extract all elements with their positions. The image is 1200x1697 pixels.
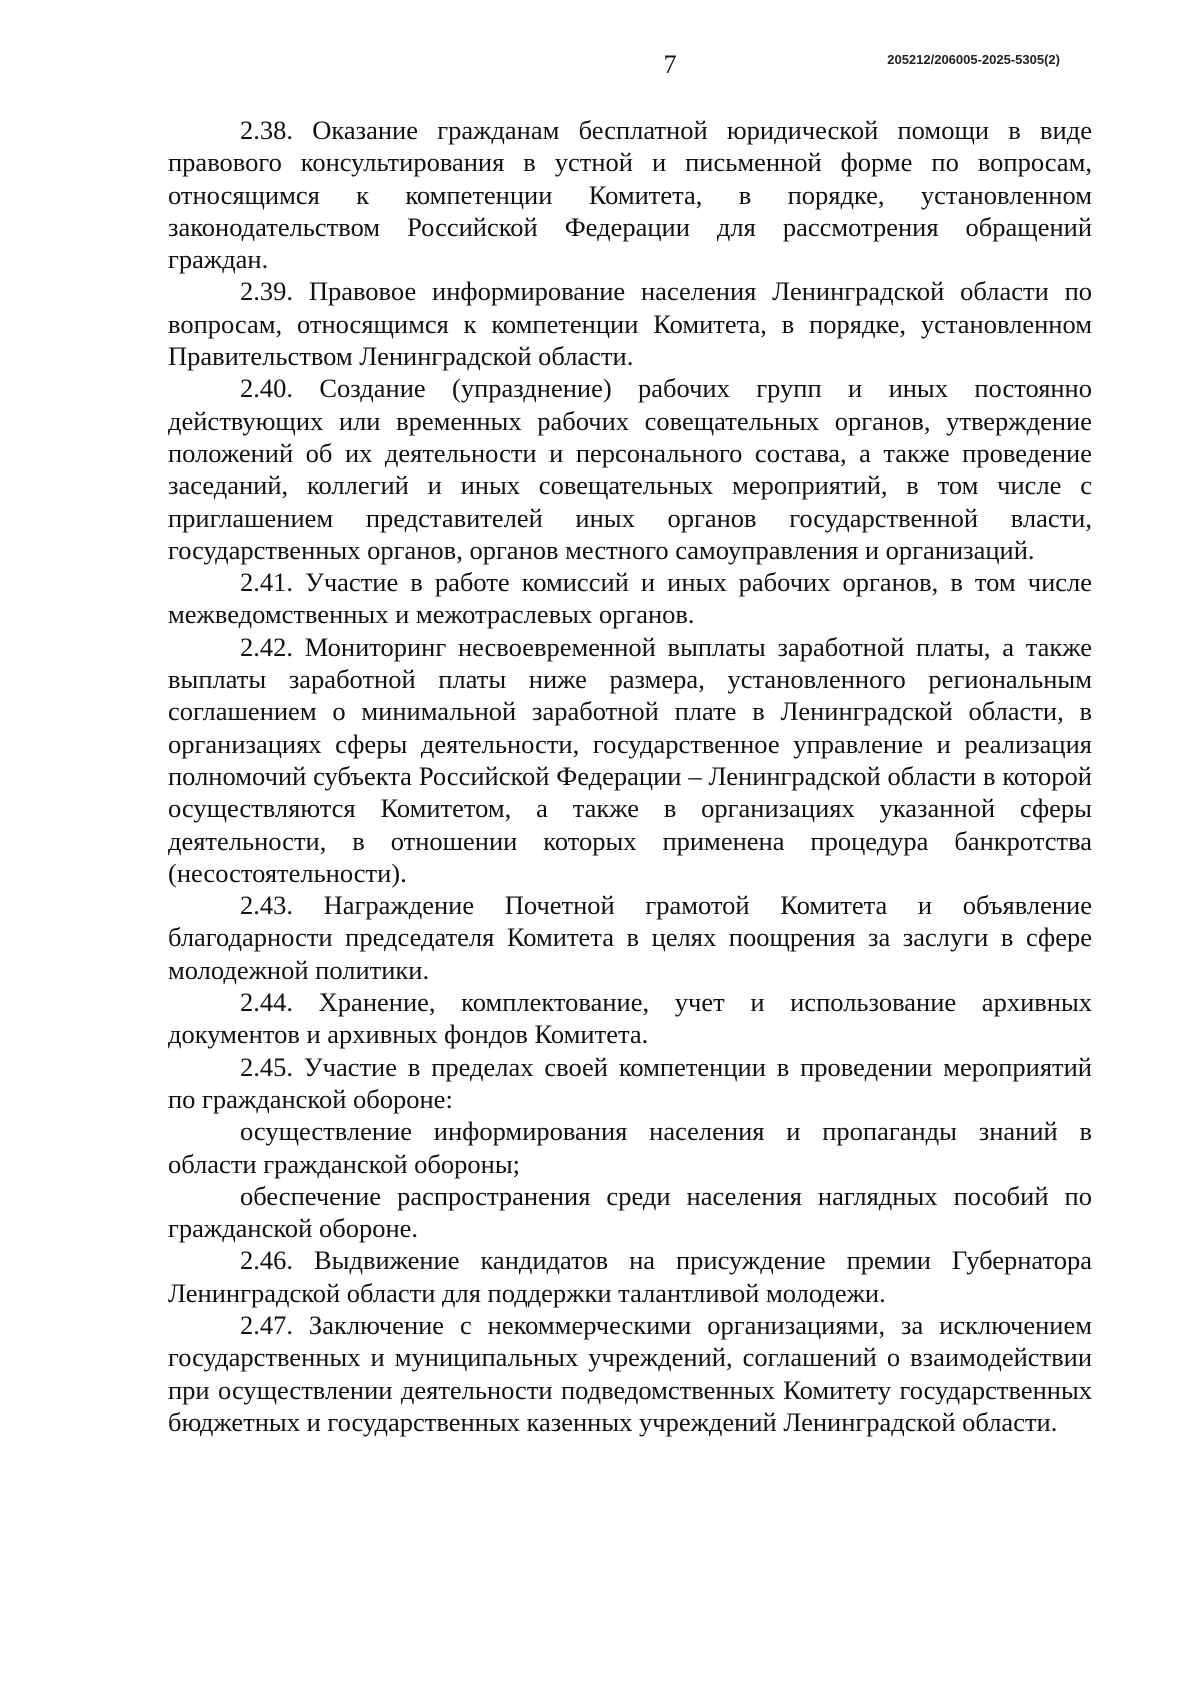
paragraph-2-41: 2.41. Участие в работе комиссий и иных рабочих органов, в том числе межведомственных и межотраслевых органов. — [168, 567, 1092, 630]
paragraph-2-45-item-2: обеспечение распространения среди населения наглядных пособий по гражданской обороне. — [168, 1180, 1092, 1244]
paragraph-2-42: 2.42. Мониторинг несвоевременной выплаты заработной платы, а также выплаты заработной платы ниже размера, установленного региональным соглашением о минимальной заработной плате в Ленинградской области, в организациях сферы деятельности, государственное управление и реализация полномочий субъекта Российской Федерации – Ленинградской области в которой осуществляются Комитетом, а также в организациях указанной сферы деятельности, в отношении которых применена процедура банкротства (несостоятельности). — [168, 631, 1092, 888]
paragraph-2-43: 2.43. Награждение Почетной грамотой Комитета и объявление благодарности председателя Комитета в целях поощрения за заслуги в сфере молодежной политики. — [168, 890, 1092, 985]
paragraph-2-40: 2.40. Создание (упразднение) рабочих групп и иных постоянно действующих или временных рабочих совещательных органов, утверждение положений об их деятельности и персонального состава, а также проведение заседаний, коллегий и иных совещательных мероприятий, в том числе с приглашением представителей иных органов государственной власти, государственных органов, органов местного самоуправления и организаций. — [168, 373, 1092, 565]
document-body — [168, 114, 1092, 1438]
paragraph-2-45: 2.45. Участие в пределах своей компетенции в проведении мероприятий по гражданской обороне: — [168, 1051, 1092, 1114]
document-code: 205212/206005-2025-5305(2) — [887, 52, 1060, 67]
paragraph-2-38: 2.38. Оказание гражданам бесплатной юридической помощи в виде правового консультирования в устной и письменной форме по вопросам, относящимся к компетенции Комитета, в порядке, установленном законодательством Российской Федерации для рассмотрения обращений граждан. — [168, 115, 1092, 275]
paragraph-2-39: 2.39. Правовое информирование населения Ленинградской области по вопросам, относящимся к компетенции Комитета, в порядке, установленном Правительством Ленинградской области. — [168, 276, 1092, 372]
paragraph-2-47: 2.47. Заключение с некоммерческими организациями, за исключением государственных и муниципальных учреждений, соглашений о взаимодействии при осуществлении деятельности подведомственных Комитету государственных бюджетных и государственных казенных учреждений Ленинградской области. — [168, 1309, 1092, 1437]
paragraph-2-44: 2.44. Хранение, комплектование, учет и использование архивных документов и архивных фондов Комитета. — [168, 987, 1092, 1050]
page-number: 7 — [663, 50, 677, 79]
paragraph-2-46: 2.46. Выдвижение кандидатов на присуждение премии Губернатора Ленинградской области для поддержки талантливой молодежи. — [168, 1245, 1092, 1308]
paragraph-2-45-item-1: осуществление информирования населения и пропаганды знаний в области гражданской обороны; — [168, 1116, 1092, 1179]
